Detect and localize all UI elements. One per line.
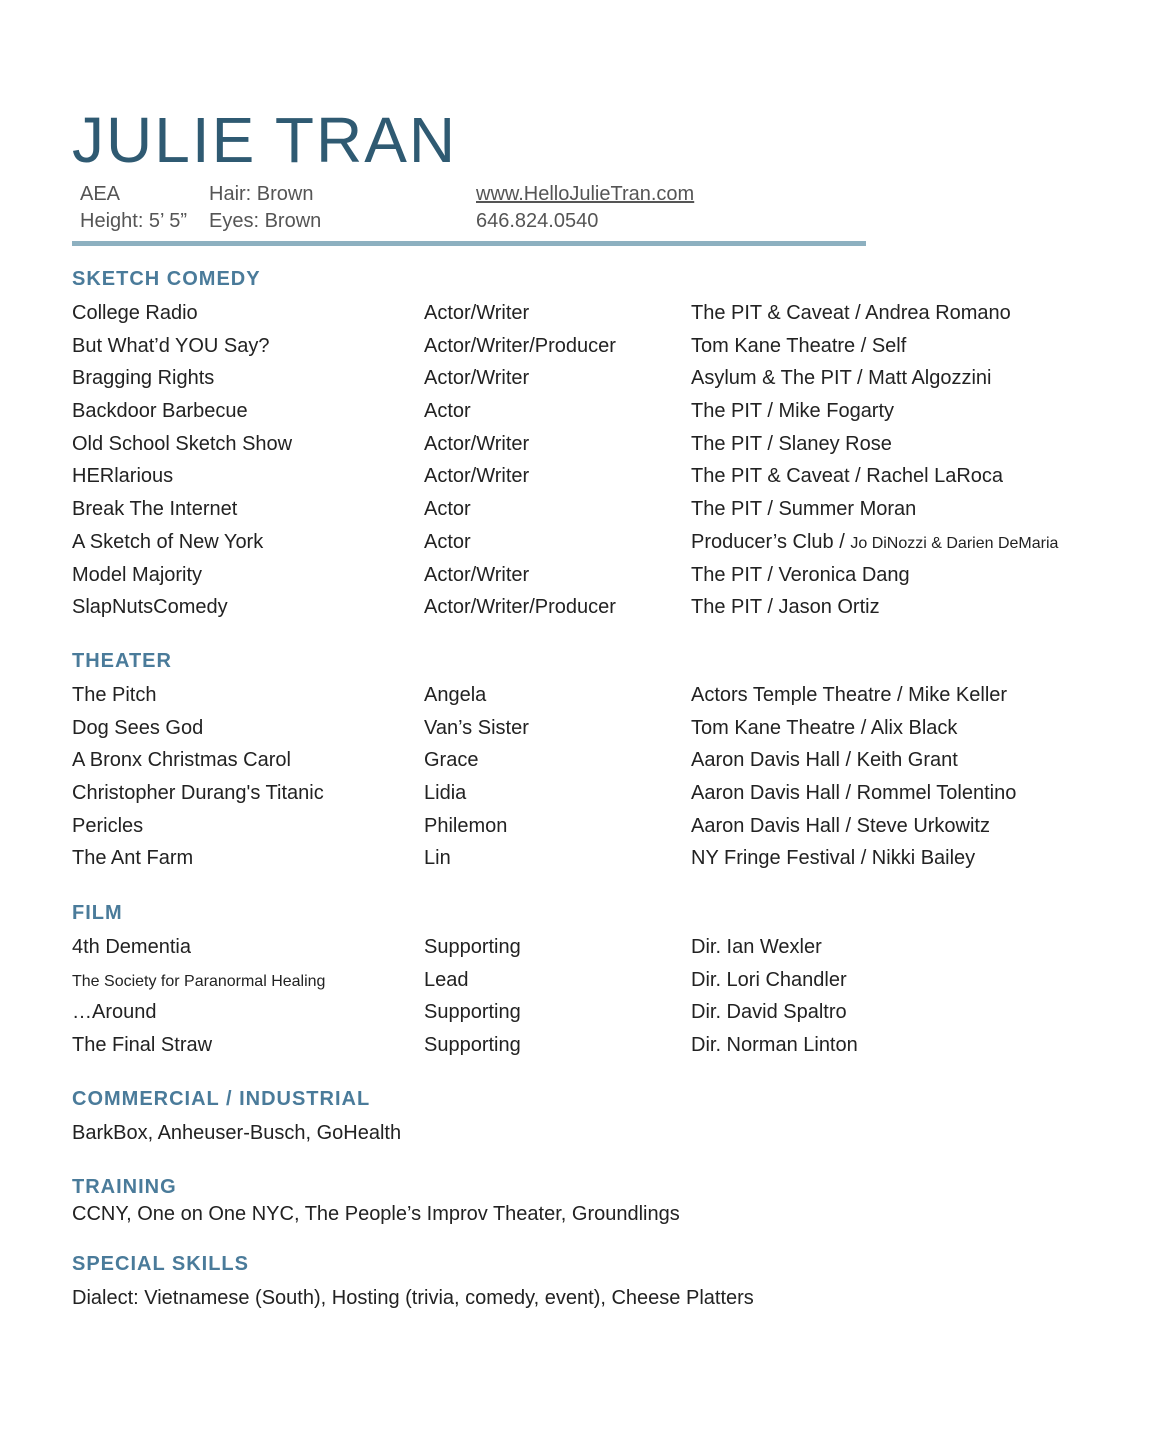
eyes-stat: Eyes: Brown bbox=[209, 210, 322, 232]
credit-title: 4th Dementia bbox=[72, 936, 191, 958]
credit-row bbox=[72, 497, 1082, 530]
credit-role: Actor/Writer bbox=[424, 465, 530, 488]
credit-venue: NY Fringe Festival / Nikki Bailey bbox=[691, 847, 976, 870]
credit-venue-group bbox=[691, 530, 1058, 556]
credit-title: A Sketch of New York bbox=[72, 530, 264, 553]
credit-venue: Dir. Norman Linton bbox=[691, 1034, 858, 1057]
credit-directors: Jo DiNozzi & Darien DeMaria bbox=[850, 534, 1059, 552]
credit-title: Bragging Rights bbox=[72, 367, 215, 390]
header-divider bbox=[72, 241, 866, 246]
credit-venue: The PIT & Caveat / Rachel LaRoca bbox=[691, 465, 1004, 488]
credit-role: Supporting bbox=[424, 1001, 521, 1024]
height-stat: Height: 5’ 5” bbox=[80, 210, 188, 232]
credit-row bbox=[72, 683, 1082, 716]
credit-venue: The PIT & Caveat / Andrea Romano bbox=[691, 302, 1011, 324]
credit-role: Angela bbox=[424, 684, 487, 706]
info-column-features bbox=[209, 181, 321, 235]
credit-role: Supporting bbox=[424, 936, 521, 958]
actor-name: JULIE TRAN bbox=[72, 104, 458, 176]
credit-title: The Pitch bbox=[72, 684, 157, 706]
credit-title: Old School Sketch Show bbox=[72, 432, 293, 455]
credit-title: Model Majority bbox=[72, 563, 203, 586]
credit-venue: The PIT / Veronica Dang bbox=[691, 563, 910, 586]
credit-venue: The PIT / Summer Moran bbox=[691, 498, 917, 521]
credit-role: Actor/Writer bbox=[424, 367, 530, 390]
section-training bbox=[72, 1175, 1082, 1226]
credit-role: Actor/Writer bbox=[424, 563, 530, 586]
credit-venue: Aaron Davis Hall / Rommel Tolentino bbox=[691, 782, 1017, 805]
credit-role: Actor/Writer bbox=[424, 432, 530, 455]
credit-row bbox=[72, 935, 1082, 968]
section-commercial bbox=[72, 1087, 1082, 1145]
section-title: TRAINING bbox=[72, 1176, 177, 1198]
credit-row bbox=[72, 334, 1082, 367]
credit-row bbox=[72, 1033, 1082, 1066]
credit-row bbox=[72, 846, 1082, 879]
section-title: FILM bbox=[72, 902, 123, 924]
credit-title: College Radio bbox=[72, 302, 198, 324]
section-title: SPECIAL SKILLS bbox=[72, 1253, 249, 1275]
credit-role: Actor/Writer bbox=[424, 302, 530, 324]
credit-role: Actor bbox=[424, 530, 471, 553]
credit-venue: Dir. Lori Chandler bbox=[691, 968, 847, 991]
credit-role: Philemon bbox=[424, 814, 508, 837]
credits-list bbox=[72, 301, 1082, 628]
credit-venue: Tom Kane Theatre / Self bbox=[691, 334, 907, 357]
credit-row bbox=[72, 464, 1082, 497]
credit-role: Actor bbox=[424, 498, 471, 521]
credit-title: Dog Sees God bbox=[72, 716, 204, 739]
credit-row bbox=[72, 366, 1082, 399]
credit-role: Actor bbox=[424, 400, 471, 423]
section-special-skills bbox=[72, 1252, 1082, 1310]
credit-role: Lead bbox=[424, 968, 469, 991]
credit-role: Grace bbox=[424, 749, 479, 772]
credit-title: SlapNutsComedy bbox=[72, 596, 228, 619]
credit-row bbox=[72, 814, 1082, 847]
section-title: THEATER bbox=[72, 650, 172, 672]
credit-title: …Around bbox=[72, 1001, 157, 1024]
credit-venue: The PIT / Mike Fogarty bbox=[691, 400, 895, 423]
credit-role: Van’s Sister bbox=[424, 716, 529, 739]
credit-row bbox=[72, 781, 1082, 814]
credit-title: The Society for Paranormal Healing bbox=[72, 972, 326, 990]
credit-venue: Actors Temple Theatre / Mike Keller bbox=[691, 684, 1008, 706]
credit-role: Lin bbox=[424, 847, 451, 870]
union-affiliation: AEA bbox=[80, 183, 121, 205]
credit-venue: Asylum & The PIT / Matt Algozzini bbox=[691, 367, 992, 390]
credit-role: Actor/Writer/Producer bbox=[424, 334, 616, 357]
credit-title: But What’d YOU Say? bbox=[72, 334, 270, 357]
credit-role: Supporting bbox=[424, 1034, 521, 1057]
info-column-union bbox=[80, 181, 187, 235]
credit-title: HERlarious bbox=[72, 465, 174, 488]
credit-title: Backdoor Barbecue bbox=[72, 400, 248, 423]
skills-list: Dialect: Vietnamese (South), Hosting (trivia, comedy, event), Cheese Platters bbox=[72, 1287, 754, 1309]
phone-number: 646.824.0540 bbox=[476, 210, 599, 232]
credit-row bbox=[72, 968, 1082, 1001]
credit-row bbox=[72, 716, 1082, 749]
credit-title: Break The Internet bbox=[72, 498, 238, 521]
credit-row bbox=[72, 748, 1082, 781]
credit-venue: Aaron Davis Hall / Steve Urkowitz bbox=[691, 814, 990, 837]
credits-list bbox=[72, 935, 1082, 1066]
section-theater bbox=[72, 649, 1082, 879]
credit-venue: Producer’s Club / bbox=[691, 530, 845, 553]
section-title: SKETCH COMEDY bbox=[72, 268, 261, 290]
credit-title: The Ant Farm bbox=[72, 847, 194, 870]
credit-title: The Final Straw bbox=[72, 1034, 213, 1057]
credit-row bbox=[72, 432, 1082, 465]
credit-title: Pericles bbox=[72, 814, 144, 837]
credit-role: Actor/Writer/Producer bbox=[424, 596, 616, 619]
info-column-contact bbox=[476, 181, 694, 235]
credit-venue: Tom Kane Theatre / Alix Black bbox=[691, 716, 958, 739]
section-film bbox=[72, 901, 1082, 1066]
credit-row bbox=[72, 1000, 1082, 1033]
credit-venue: The PIT / Slaney Rose bbox=[691, 432, 892, 455]
credit-venue: Dir. David Spaltro bbox=[691, 1001, 847, 1024]
section-title: COMMERCIAL / INDUSTRIAL bbox=[72, 1088, 371, 1110]
hair-stat: Hair: Brown bbox=[209, 183, 314, 205]
section-sketch-comedy bbox=[72, 267, 1082, 628]
commercial-clients: BarkBox, Anheuser-Busch, GoHealth bbox=[72, 1122, 402, 1144]
credit-row bbox=[72, 595, 1082, 628]
credit-title: A Bronx Christmas Carol bbox=[72, 749, 291, 772]
credit-row bbox=[72, 399, 1082, 432]
credits-list bbox=[72, 683, 1082, 879]
credit-role: Lidia bbox=[424, 782, 467, 805]
credit-row bbox=[72, 563, 1082, 596]
credit-venue: Aaron Davis Hall / Keith Grant bbox=[691, 749, 958, 772]
credit-venue: The PIT / Jason Ortiz bbox=[691, 596, 880, 619]
training-list: CCNY, One on One NYC, The People’s Improv Theater, Groundlings bbox=[72, 1203, 680, 1225]
credit-row bbox=[72, 530, 1082, 563]
credit-title: Christopher Durang's Titanic bbox=[72, 782, 324, 805]
credit-row bbox=[72, 301, 1082, 334]
website-link[interactable]: www.HelloJulieTran.com bbox=[476, 183, 695, 205]
credit-venue: Dir. Ian Wexler bbox=[691, 936, 822, 958]
